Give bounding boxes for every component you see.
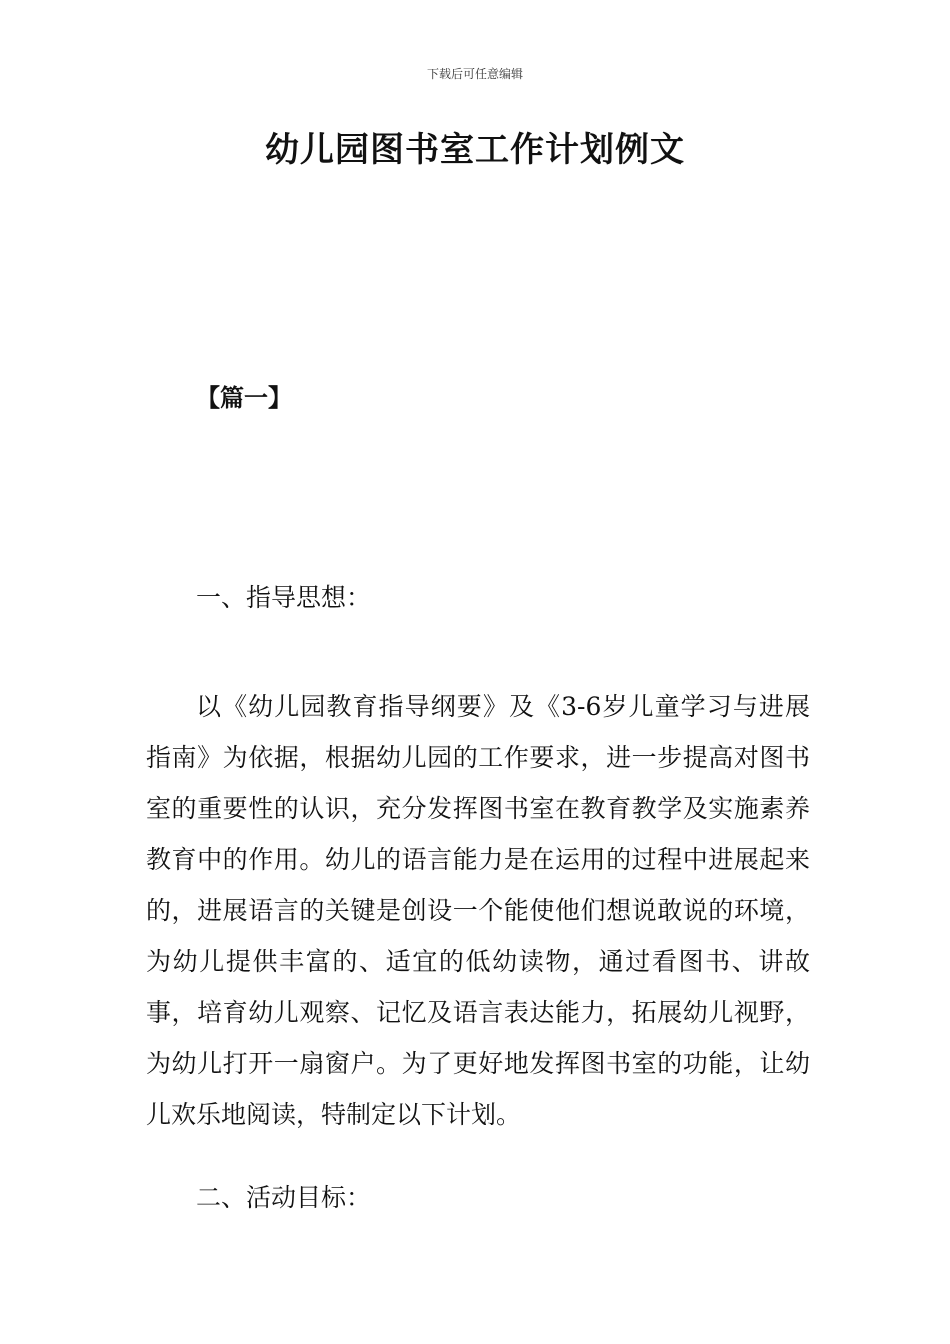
section-heading-guiding-thought: 一、指导思想： xyxy=(196,583,372,612)
body-paragraph: 以《幼儿园教育指导纲要》及《3-6岁儿童学习与进展指南》为依据，根据幼儿园的工作要求，进一步提高对图书室的重要性的认识，充分发挥图书室在教育教学及实施素养教育中的作用。幼儿的语言能力是在运用的过程中进展起来的，进展语言的关键是创设一个能使他们想说敢说的环境，为幼儿提供丰富的、适宜的低幼读物，通过看图书、讲故事，培育幼儿观察、记忆及语言表达能力，拓展幼儿视野，为幼儿打开一扇窗户。为了更好地发挥图书室的功能，让幼儿欢乐地阅读，特制定以下计划。 xyxy=(146,692,810,1129)
section-heading-activity-goals: 二、活动目标： xyxy=(196,1183,372,1212)
section-label: 【篇一】 xyxy=(196,384,292,412)
document-title: 幼儿园图书室工作计划例文 xyxy=(265,130,685,170)
header-note: 下载后可任意编辑 xyxy=(426,67,523,81)
